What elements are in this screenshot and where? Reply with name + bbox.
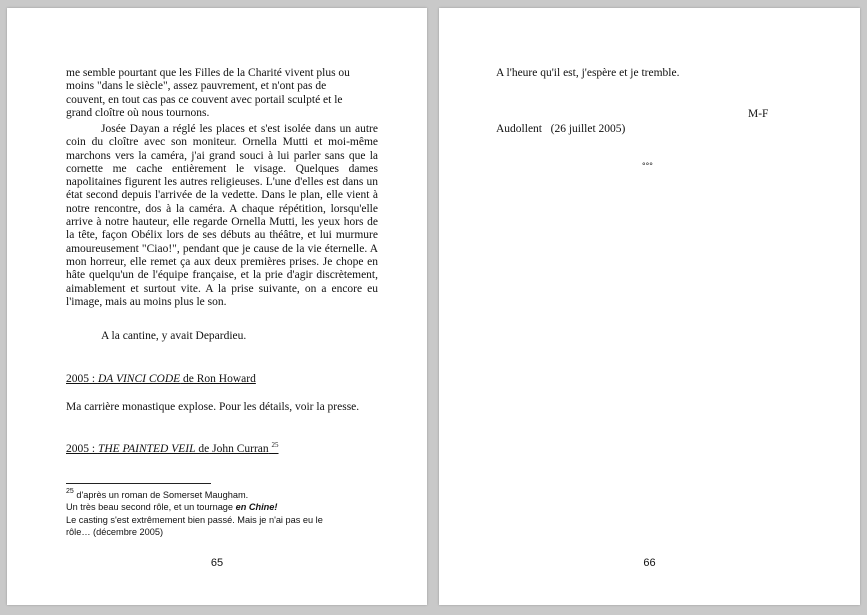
footnote-emphasis: en Chine! [235, 502, 278, 513]
text-line: couvent, en tout cas pas ce couvent avec portail sculpté et le [66, 93, 343, 106]
closing-line: A l'heure qu'il est, j'espère et je tremble. [496, 67, 680, 79]
paragraph-dayan: Josée Dayan a réglé les places et s'est isolée dans un autre coin du cloître avec son moniteur. Ornella Mutti et moi-même marchons vers la caméra, j'ai grand souci à lui parler sans que la cornette me cache entièrement le visage. Quelques dames napolitaines figurent les autres religieuses. L'une d'elles est dans un état second depuis l'arrivée de la vedette. Dans le plan, elle vient à notre rencontre, dos à la caméra. A chaque répétition, lorsqu'elle arrive à notre hauteur, elle regarde Ornella Mutti, les yeux hors de la tête, façon Obélix lors de ses débuts au théâtre, et lui murmure amoureusement "Ciao!", pendant que je cause de la vie éternelle. A mon horreur, elle remet ça aux deux premières prises. Je chope en hâte quelqu'un de l'équipe française, et la prie d'agir discrètement, aimablement et surtout vite. A la prise suivante, on a encore eu l'image, mais au moins plus le son. [66, 123, 378, 308]
footnote-line: d'après un roman de Somerset Maugham. [73, 490, 249, 500]
section-separator: °°° [642, 161, 653, 171]
signature: M-F [748, 108, 769, 120]
heading-film-title: THE PAINTED VEIL [97, 443, 196, 455]
page-number: 65 [210, 557, 224, 569]
heading-year: 2005 : [66, 443, 98, 455]
place-date: Audollent (26 juillet 2005) [496, 123, 626, 135]
footnote-line: Un très beau second rôle, et un tournage [66, 502, 236, 513]
paragraph-da-vinci: Ma carrière monastique explose. Pour les détails, voir la presse. [66, 401, 360, 413]
page-number: 66 [643, 557, 656, 569]
footnote-number: 25 [66, 488, 74, 495]
heading-director: de Ron Howard [180, 373, 256, 385]
text-line: moins "dans le siècle", assez pauvrement, et n'ont pas de [66, 80, 327, 93]
film-heading-painted-veil [66, 441, 279, 455]
footnote-line: rôle… (décembre 2005) [66, 526, 164, 537]
text-line: grand cloître où nous tournons. [66, 106, 210, 119]
left-page [7, 8, 427, 605]
heading-year: 2005 : [66, 373, 98, 385]
film-heading-da-vinci [66, 373, 256, 385]
heading-director: de John Curran [195, 443, 269, 455]
footnote-line: Le casting s'est extrêmement bien passé. Mais je n'ai pas eu le [66, 514, 323, 525]
paragraph-continuation [66, 67, 378, 120]
footnote-reference: 25 [271, 441, 279, 449]
footnote [66, 486, 386, 538]
heading-film-title: DA VINCI CODE [97, 373, 181, 385]
footnote-separator [66, 483, 211, 484]
text-line: me semble pourtant que les Filles de la Charité vivent plus ou [66, 67, 350, 79]
right-page [439, 8, 860, 605]
paragraph-cantine: A la cantine, y avait Depardieu. [101, 330, 247, 342]
